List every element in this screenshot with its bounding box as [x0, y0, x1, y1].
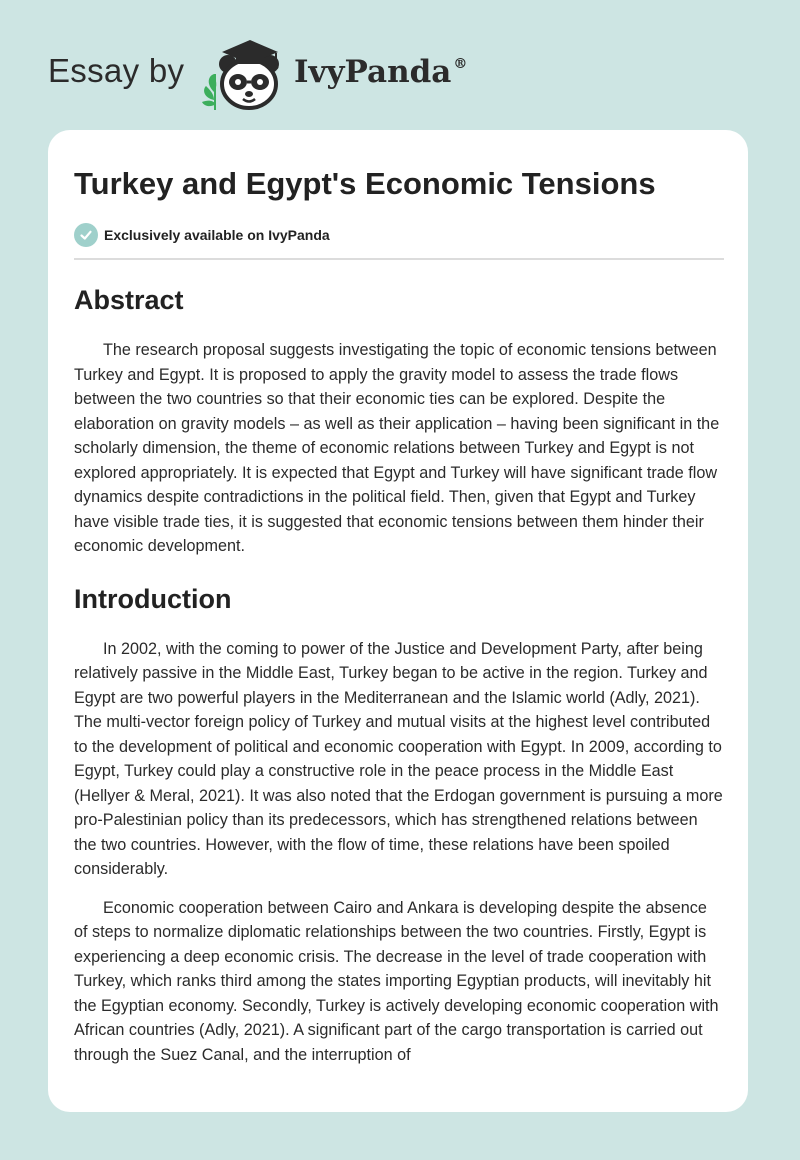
essay-content	[74, 162, 724, 1081]
panda-logo-icon[interactable]	[200, 34, 292, 112]
registered-mark: ®	[453, 56, 468, 72]
page-title: Turkey and Egypt's Economic Tensions	[74, 166, 656, 201]
introduction-paragraph-1: In 2002, with the coming to power of the Justice and Development Party, after being relatively passive in the Middle East, Turkey began to be active in the region. Turkey and Egypt are two powerful players in the Mediterranean and the Islamic world (Adly, 2021). The multi-vector foreign policy of Turkey and mutual visits at the highest level contributed to the development of political and economic cooperation with Egypt. In 2009, according to Egypt, Turkey could play a constructive role in the peace process in the Middle East (Hellyer & Meral, 2021). It was also noted that the Erdogan government is pursuing a more pro-Palestinian policy than its predecessors, which has strengthened relations between the two countries. However, with the flow of time, these relations have been spoiled considerably.	[74, 639, 723, 878]
essay-card	[48, 130, 748, 1112]
section-heading-introduction: Introduction	[74, 583, 232, 614]
brand-header	[48, 30, 488, 110]
brand-prefix: Essay by	[48, 52, 185, 89]
brand-name	[294, 54, 467, 90]
check-icon	[74, 223, 98, 247]
abstract-paragraph: The research proposal suggests investigating the topic of economic tensions between Turkey and Egypt. It is proposed to apply the gravity model to assess the trade flows between the two countries so that their economic ties can be explored. Despite the elaboration on gravity models – as well as their application – having been significant in the scholarly dimension, the theme of economic relations between Turkey and Egypt is not explored appropriately. It is expected that Egypt and Turkey will have significant trade flow dynamics despite contradictions in the political field. Then, given that Egypt and Turkey have visible trade ties, it is suggested that economic tensions between them hinder their economic development.	[74, 341, 720, 555]
divider	[74, 258, 724, 260]
exclusive-badge	[74, 222, 724, 248]
exclusive-badge-text: Exclusively available on IvyPanda	[104, 227, 330, 243]
section-heading-abstract: Abstract	[74, 285, 184, 315]
brand-name-text: IvyPanda	[294, 54, 452, 90]
introduction-paragraph-2: Economic cooperation between Cairo and Ankara is developing despite the absence of steps to normalize diplomatic relationships between the two countries. Firstly, Egypt is experiencing a deep economic crisis. The decrease in the level of trade cooperation with Turkey, which ranks third among the states importing Egyptian products, will inevitably hit the Egyptian economy. Secondly, Turkey is actively developing economic cooperation with African countries (Adly, 2021). A significant part of the cargo transportation is carried out through the Suez Canal, and the interruption of	[74, 898, 719, 1064]
